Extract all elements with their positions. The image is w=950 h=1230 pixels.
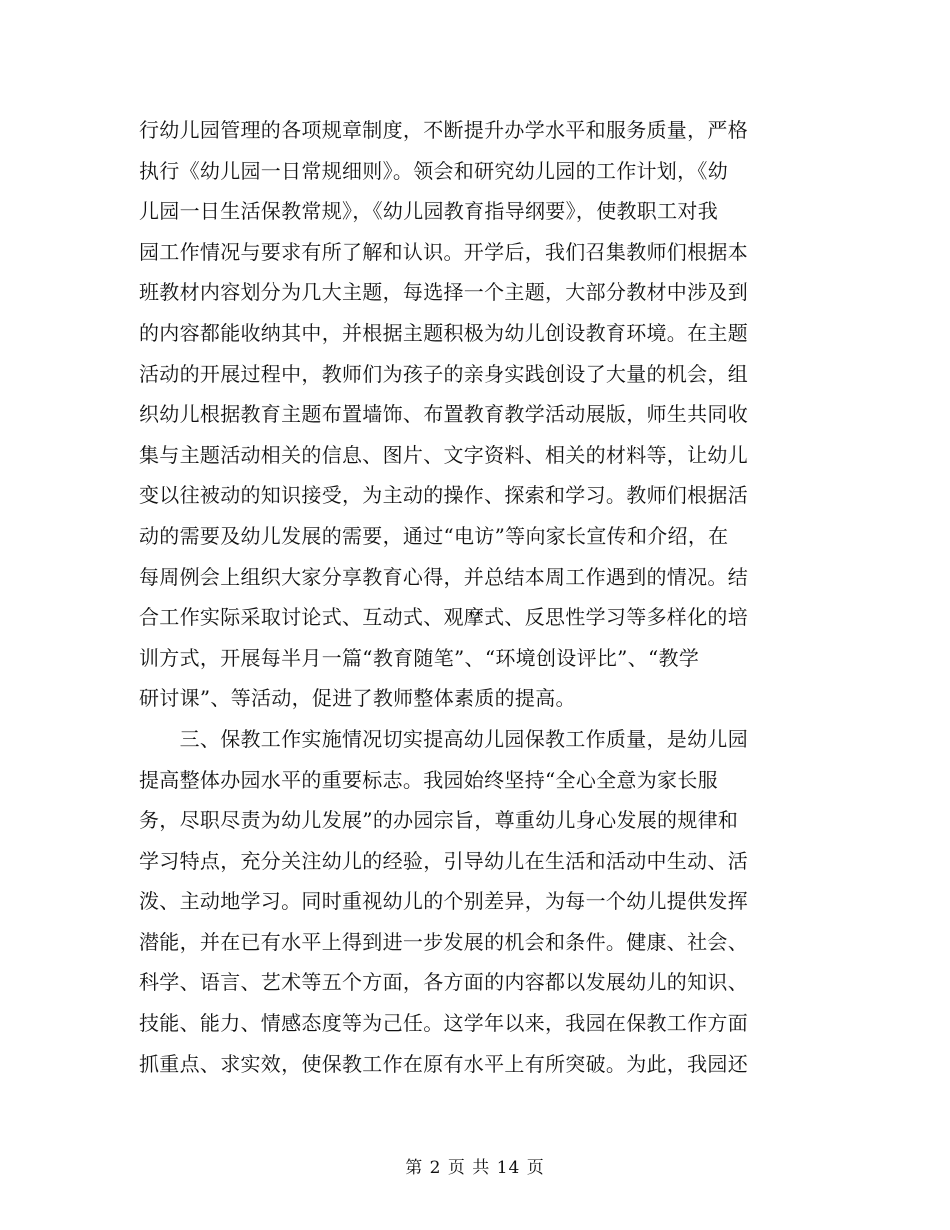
text-line: 科学、语言、艺术等五个方面，各方面的内容都以发展幼儿的知识、 bbox=[139, 970, 748, 995]
text-line: 班教材内容划分为几大主题，每选择一个主题，大部分教材中涉及到 bbox=[139, 280, 748, 305]
text-line: 潜能，并在已有水平上得到进一步发展的机会和条件。健康、社会、 bbox=[139, 929, 748, 954]
text-line: 抓重点、求实效，使保教工作在原有水平上有所突破。为此，我园还 bbox=[139, 1051, 748, 1076]
text-line: 研讨课”、等活动，促进了教师整体素质的提高。 bbox=[139, 686, 576, 711]
text-line: 三、保教工作实施情况切实提高幼儿园保教工作质量，是幼儿园 bbox=[139, 726, 748, 751]
text-line: 执行《幼儿园一日常规细则》。领会和研究幼儿园的工作计划，《幼 bbox=[139, 158, 728, 183]
text-line: 儿园一日生活保教常规》，《幼儿园教育指导纲要》，使教职工对我 bbox=[139, 199, 718, 224]
text-line: 每周例会上组织大家分享教育心得，并总结本周工作遇到的情况。结 bbox=[139, 564, 748, 589]
text-line: 训方式，开展每半月一篇“教育随笔”、“环境创设评比”、“教学 bbox=[139, 645, 700, 670]
text-line: 泼、主动地学习。同时重视幼儿的个别差异，为每一个幼儿提供发挥 bbox=[139, 889, 748, 914]
text-line: 技能、能力、情感态度等为己任。这学年以来，我园在保教工作方面 bbox=[139, 1011, 748, 1036]
text-line: 提高整体办园水平的重要标志。我园始终坚持“全心全意为家长服 bbox=[139, 767, 718, 792]
text-line: 园工作情况与要求有所了解和认识。开学后，我们召集教师们根据本 bbox=[139, 239, 748, 264]
text-line: 变以往被动的知识接受，为主动的操作、探索和学习。教师们根据活 bbox=[139, 483, 748, 508]
text-line: 织幼儿根据教育主题布置墙饰、布置教育教学活动展版，师生共同收 bbox=[139, 402, 748, 427]
text-line: 的内容都能收纳其中，并根据主题积极为幼儿创设教育环境。在主题 bbox=[139, 320, 748, 345]
text-line: 学习特点，充分关注幼儿的经验，引导幼儿在生活和活动中生动、活 bbox=[139, 848, 748, 873]
text-line: 务，尽职尽责为幼儿发展”的办园宗旨，尊重幼儿身心发展的规律和 bbox=[139, 808, 739, 833]
text-line: 合工作实际采取讨论式、互动式、观摩式、反思性学习等多样化的培 bbox=[139, 605, 748, 630]
text-line: 行幼儿园管理的各项规章制度，不断提升办学水平和服务质量，严格 bbox=[139, 118, 748, 142]
text-line: 动的需要及幼儿发展的需要，通过“电访”等向家长宣传和介绍，在 bbox=[139, 523, 729, 548]
page-number-footer: 第 2 页 共 14 页 bbox=[405, 1158, 545, 1178]
text-line: 活动的开展过程中，教师们为孩子的亲身实践创设了大量的机会，组 bbox=[139, 361, 748, 386]
text-line: 集与主题活动相关的信息、图片、文字资料、相关的材料等，让幼儿 bbox=[139, 442, 748, 467]
body-text bbox=[139, 110, 779, 1084]
